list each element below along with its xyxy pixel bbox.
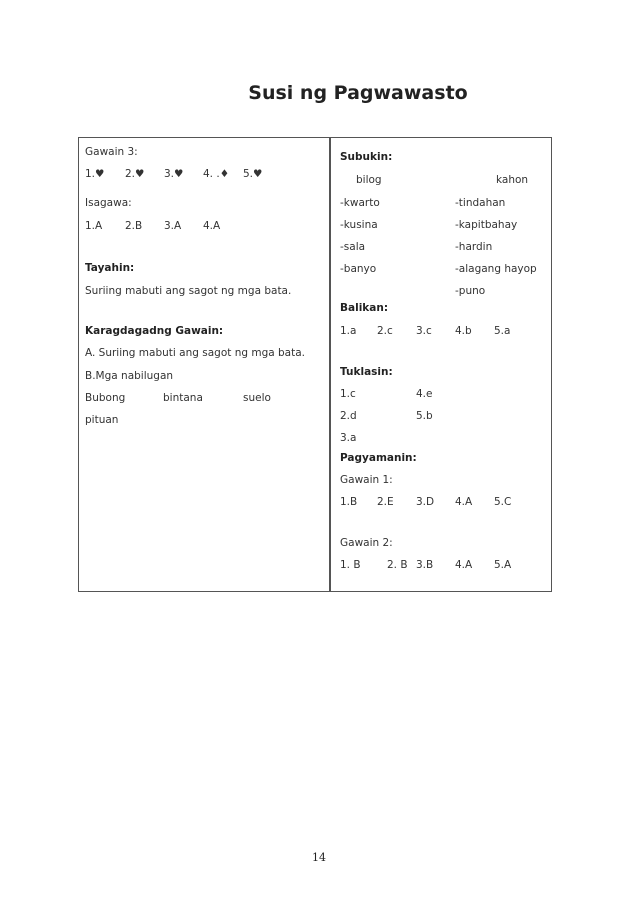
gawain2-answer-2: 2. B xyxy=(387,559,408,571)
tayahin-heading: Tayahin: xyxy=(85,262,135,274)
gawain3-answer-3: 3.♥ xyxy=(164,168,184,180)
balikan-answer-2: 2.c xyxy=(377,325,393,337)
subukin-col2-item: -hardin xyxy=(455,241,493,253)
gawain2-answer-1: 1. B xyxy=(340,559,361,571)
answer-key-right-panel xyxy=(330,137,552,592)
gawain1-answer-2: 2.E xyxy=(377,496,394,508)
subukin-col1-head: bilog xyxy=(356,174,382,186)
gawain1-answer-4: 4.A xyxy=(455,496,473,508)
gawain2-answer-3: 3.B xyxy=(416,559,434,571)
isagawa-answer-3: 3.A xyxy=(164,220,182,232)
subukin-col1-item: -kwarto xyxy=(340,197,380,209)
gawain1-answer-1: 1.B xyxy=(340,496,358,508)
tuklasin-answer: 5.b xyxy=(416,410,433,422)
gawain3-heading: Gawain 3: xyxy=(85,146,138,158)
balikan-answer-1: 1.a xyxy=(340,325,357,337)
karagdagan-line-b: B.Mga nabilugan xyxy=(85,370,174,382)
karagdagan-extra: pituan xyxy=(85,414,119,426)
karagdagan-heading: Karagdagadng Gawain: xyxy=(85,325,224,337)
subukin-heading: Subukin: xyxy=(340,151,393,163)
gawain1-answer-3: 3.D xyxy=(416,496,435,508)
balikan-answer-4: 4.b xyxy=(455,325,472,337)
tuklasin-answer: 4.e xyxy=(416,388,433,400)
gawain1-answer-5: 5.C xyxy=(494,496,512,508)
tuklasin-answer: 3.a xyxy=(340,432,357,444)
subukin-col2-item: -kapitbahay xyxy=(455,219,518,231)
subukin-col1-item: -kusina xyxy=(340,219,378,231)
tuklasin-answer: 2.d xyxy=(340,410,357,422)
isagawa-answer-2: 2.B xyxy=(125,220,143,232)
gawain3-answer-1: 1.♥ xyxy=(85,168,105,180)
tuklasin-heading: Tuklasin: xyxy=(340,366,393,378)
isagawa-answer-1: 1.A xyxy=(85,220,103,232)
pagyamanin-heading: Pagyamanin: xyxy=(340,452,417,464)
balikan-heading: Balikan: xyxy=(340,302,389,314)
tuklasin-answer: 1.c xyxy=(340,388,356,400)
subukin-col2-head: kahon xyxy=(496,174,529,186)
subukin-col2-item: -tindahan xyxy=(455,197,506,209)
karagdagan-word-2: bintana xyxy=(163,392,203,404)
subukin-col2-item: -puno xyxy=(455,285,486,297)
page-title: Susi ng Pagwawasto xyxy=(248,82,468,104)
isagawa-answer-4: 4.A xyxy=(203,220,221,232)
page-number: 14 xyxy=(312,851,326,864)
gawain3-answer-5: 5.♥ xyxy=(243,168,263,180)
gawain2-answer-4: 4.A xyxy=(455,559,473,571)
isagawa-heading: Isagawa: xyxy=(85,197,132,209)
gawain3-answer-2: 2.♥ xyxy=(125,168,145,180)
tayahin-text: Suriing mabuti ang sagot ng mga bata. xyxy=(85,285,292,297)
gawain3-answer-4: 4. .♦ xyxy=(203,168,230,180)
karagdagan-word-1: Bubong xyxy=(85,392,126,404)
subukin-col1-item: -banyo xyxy=(340,263,377,275)
gawain2-heading: Gawain 2: xyxy=(340,537,393,549)
gawain1-heading: Gawain 1: xyxy=(340,474,393,486)
karagdagan-line-a: A. Suriing mabuti ang sagot ng mga bata. xyxy=(85,347,306,359)
karagdagan-word-3: suelo xyxy=(243,392,271,404)
gawain2-answer-5: 5.A xyxy=(494,559,512,571)
balikan-answer-3: 3.c xyxy=(416,325,432,337)
answer-key-left-panel xyxy=(78,137,330,592)
subukin-col2-item: -alagang hayop xyxy=(455,263,537,275)
subukin-col1-item: -sala xyxy=(340,241,366,253)
balikan-answer-5: 5.a xyxy=(494,325,511,337)
